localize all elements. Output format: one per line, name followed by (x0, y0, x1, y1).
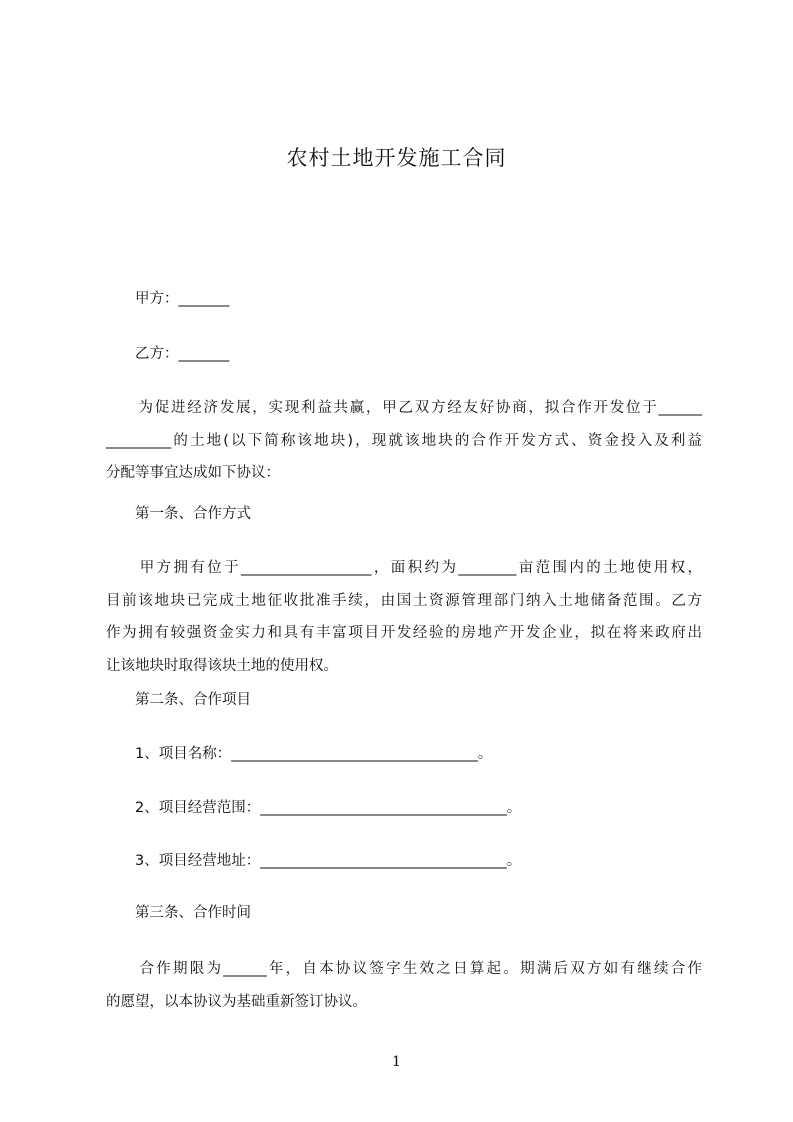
article-2-heading: 第二条、合作项目 (135, 692, 251, 708)
item-business-address: 3、项目经营地址：__________________________________。 (135, 853, 522, 869)
preamble-line: 分配等事宜达成如下协议： (106, 465, 280, 481)
article-3-paragraph (106, 953, 702, 1018)
article-1-line: 让该地块时取得该块土地的使用权。 (106, 657, 338, 674)
preamble-line: 为促进经济发展，实现利益共赢，甲乙双方经友好协商，拟合作开发位于______ (106, 400, 702, 416)
article-1-line: 甲方拥有位于__________________，面积约为________亩范围内的土地使用权， (106, 560, 702, 576)
article-1-paragraph (106, 552, 702, 682)
article-1-heading: 第一条、合作方式 (135, 506, 251, 522)
item-business-scope: 2、项目经营范围：__________________________________。 (135, 800, 522, 816)
article-1-line: 目前该地块已完成土地征收批准手续，由国土资源管理部门纳入土地储备范围。乙方 (106, 592, 702, 609)
preamble-paragraph (106, 392, 702, 490)
article-3-line: 合作期限为______年，自本协议签字生效之日算起。期满后双方如有继续合作 (106, 961, 702, 977)
item-project-name: 1、项目名称：__________________________________。 (135, 746, 493, 762)
document-title: 农村土地开发施工合同 (286, 146, 507, 170)
preamble-line: _________的土地(以下简称该地块)，现就该地块的合作开发方式、资金投入及利益 (106, 432, 702, 449)
article-1-line: 作为拥有较强资金实力和具有丰富项目开发经验的房地产开发企业，拟在将来政府出 (106, 625, 702, 641)
article-3-heading: 第三条、合作时间 (135, 905, 251, 921)
page-number: 1 (392, 1054, 401, 1070)
party-a-line: 甲方：_______ (135, 291, 230, 307)
article-3-line: 的愿望，以本协议为基础重新签订协议。 (106, 993, 367, 1010)
party-b-line: 乙方：_______ (135, 346, 230, 362)
